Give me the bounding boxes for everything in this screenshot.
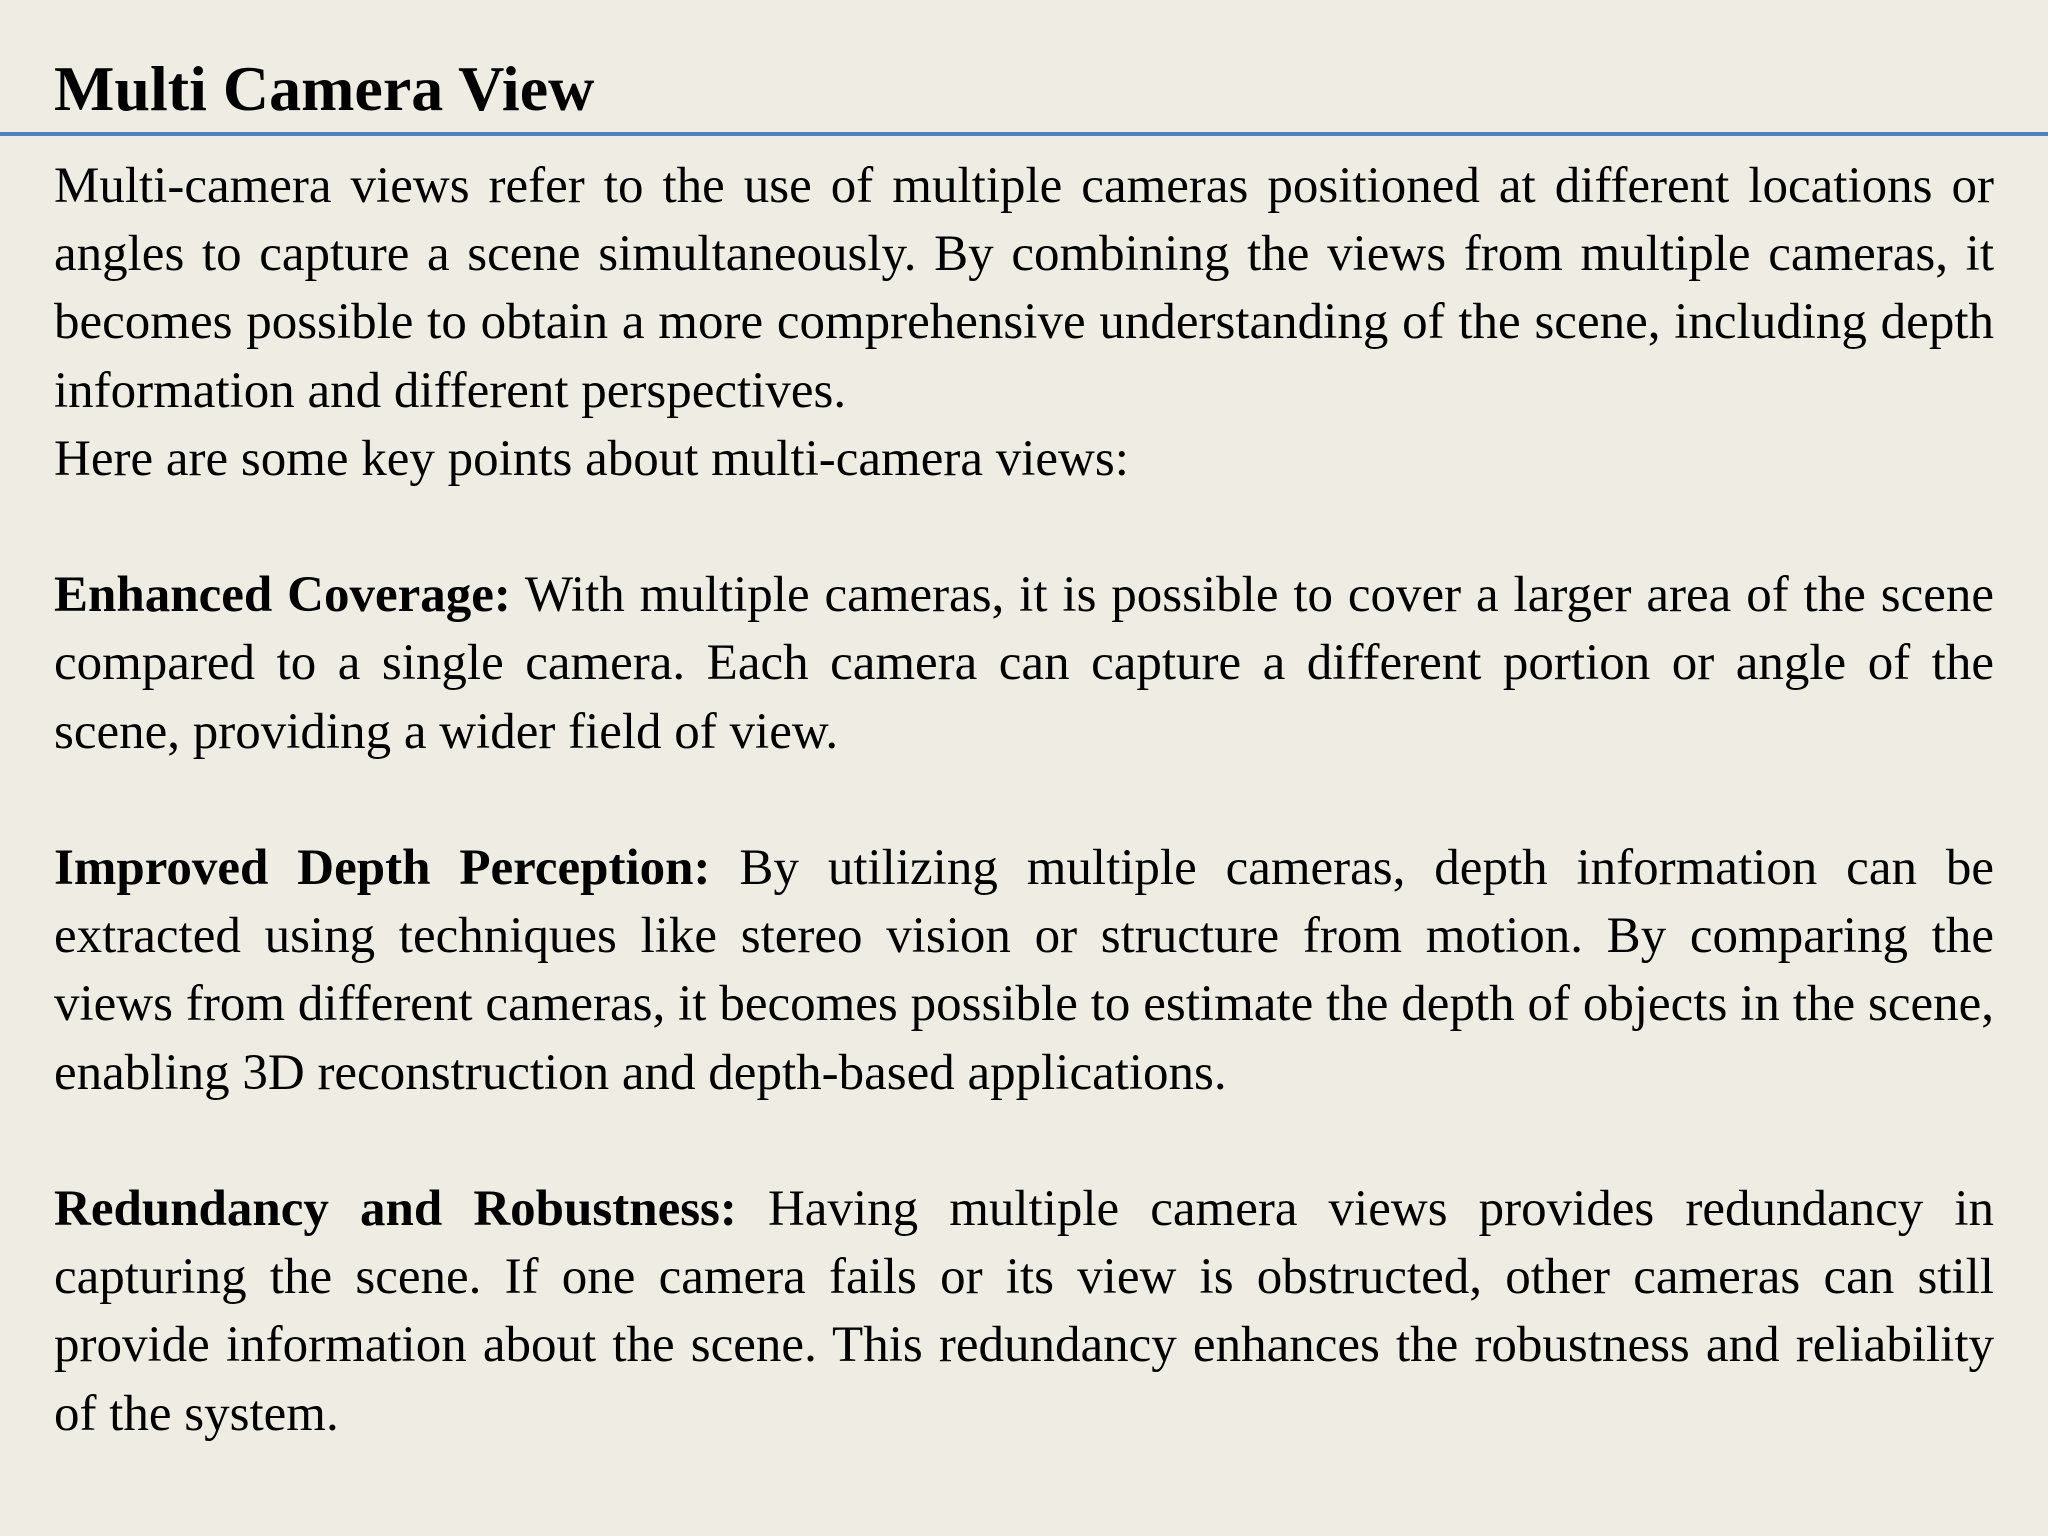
slide-title: Multi Camera View <box>54 53 595 124</box>
intro-lead-text: Here are some key points about multi-camera views: <box>54 430 1129 487</box>
point-redundancy-robustness <box>54 1175 1994 1448</box>
point-term: Enhanced Coverage: <box>54 567 511 624</box>
point-term: Redundancy and Robustness: <box>54 1181 737 1237</box>
intro-text: Multi-camera views refer to the use of multiple cameras positioned at different locations or angles to capture a scene simultaneously. By combining the views from multiple cameras, it becomes possible to obtain a more comprehensive understanding of the scene, including depth information and different perspectives. <box>54 158 1994 419</box>
point-term: Improved Depth Perception: <box>54 840 711 896</box>
title-divider <box>0 132 2048 136</box>
point-text: With multiple cameras, it is possible to cover a larger area of the scene compared to a single camera. Each camera can capture a different portion or angle of the scene, providing a wider field of view. <box>54 567 1994 760</box>
intro-paragraph <box>54 152 1994 493</box>
point-improved-depth-perception <box>54 834 1994 1107</box>
slide-body <box>54 152 1994 1448</box>
point-enhanced-coverage <box>54 561 1994 766</box>
point-text: By utilizing multiple cameras, depth information can be extracted using techniques like stereo vision or structure from motion. By comparing the views from different cameras, it becomes possible to estimate the depth of objects in the scene, enabling 3D reconstruction and depth-based applications. <box>54 840 1994 1101</box>
point-text: Having multiple camera views provides redundancy in capturing the scene. If one camera fails or its view is obstructed, other cameras can still provide information about the scene. This redundancy enhances the robustness and reliability of the system. <box>54 1181 1994 1442</box>
